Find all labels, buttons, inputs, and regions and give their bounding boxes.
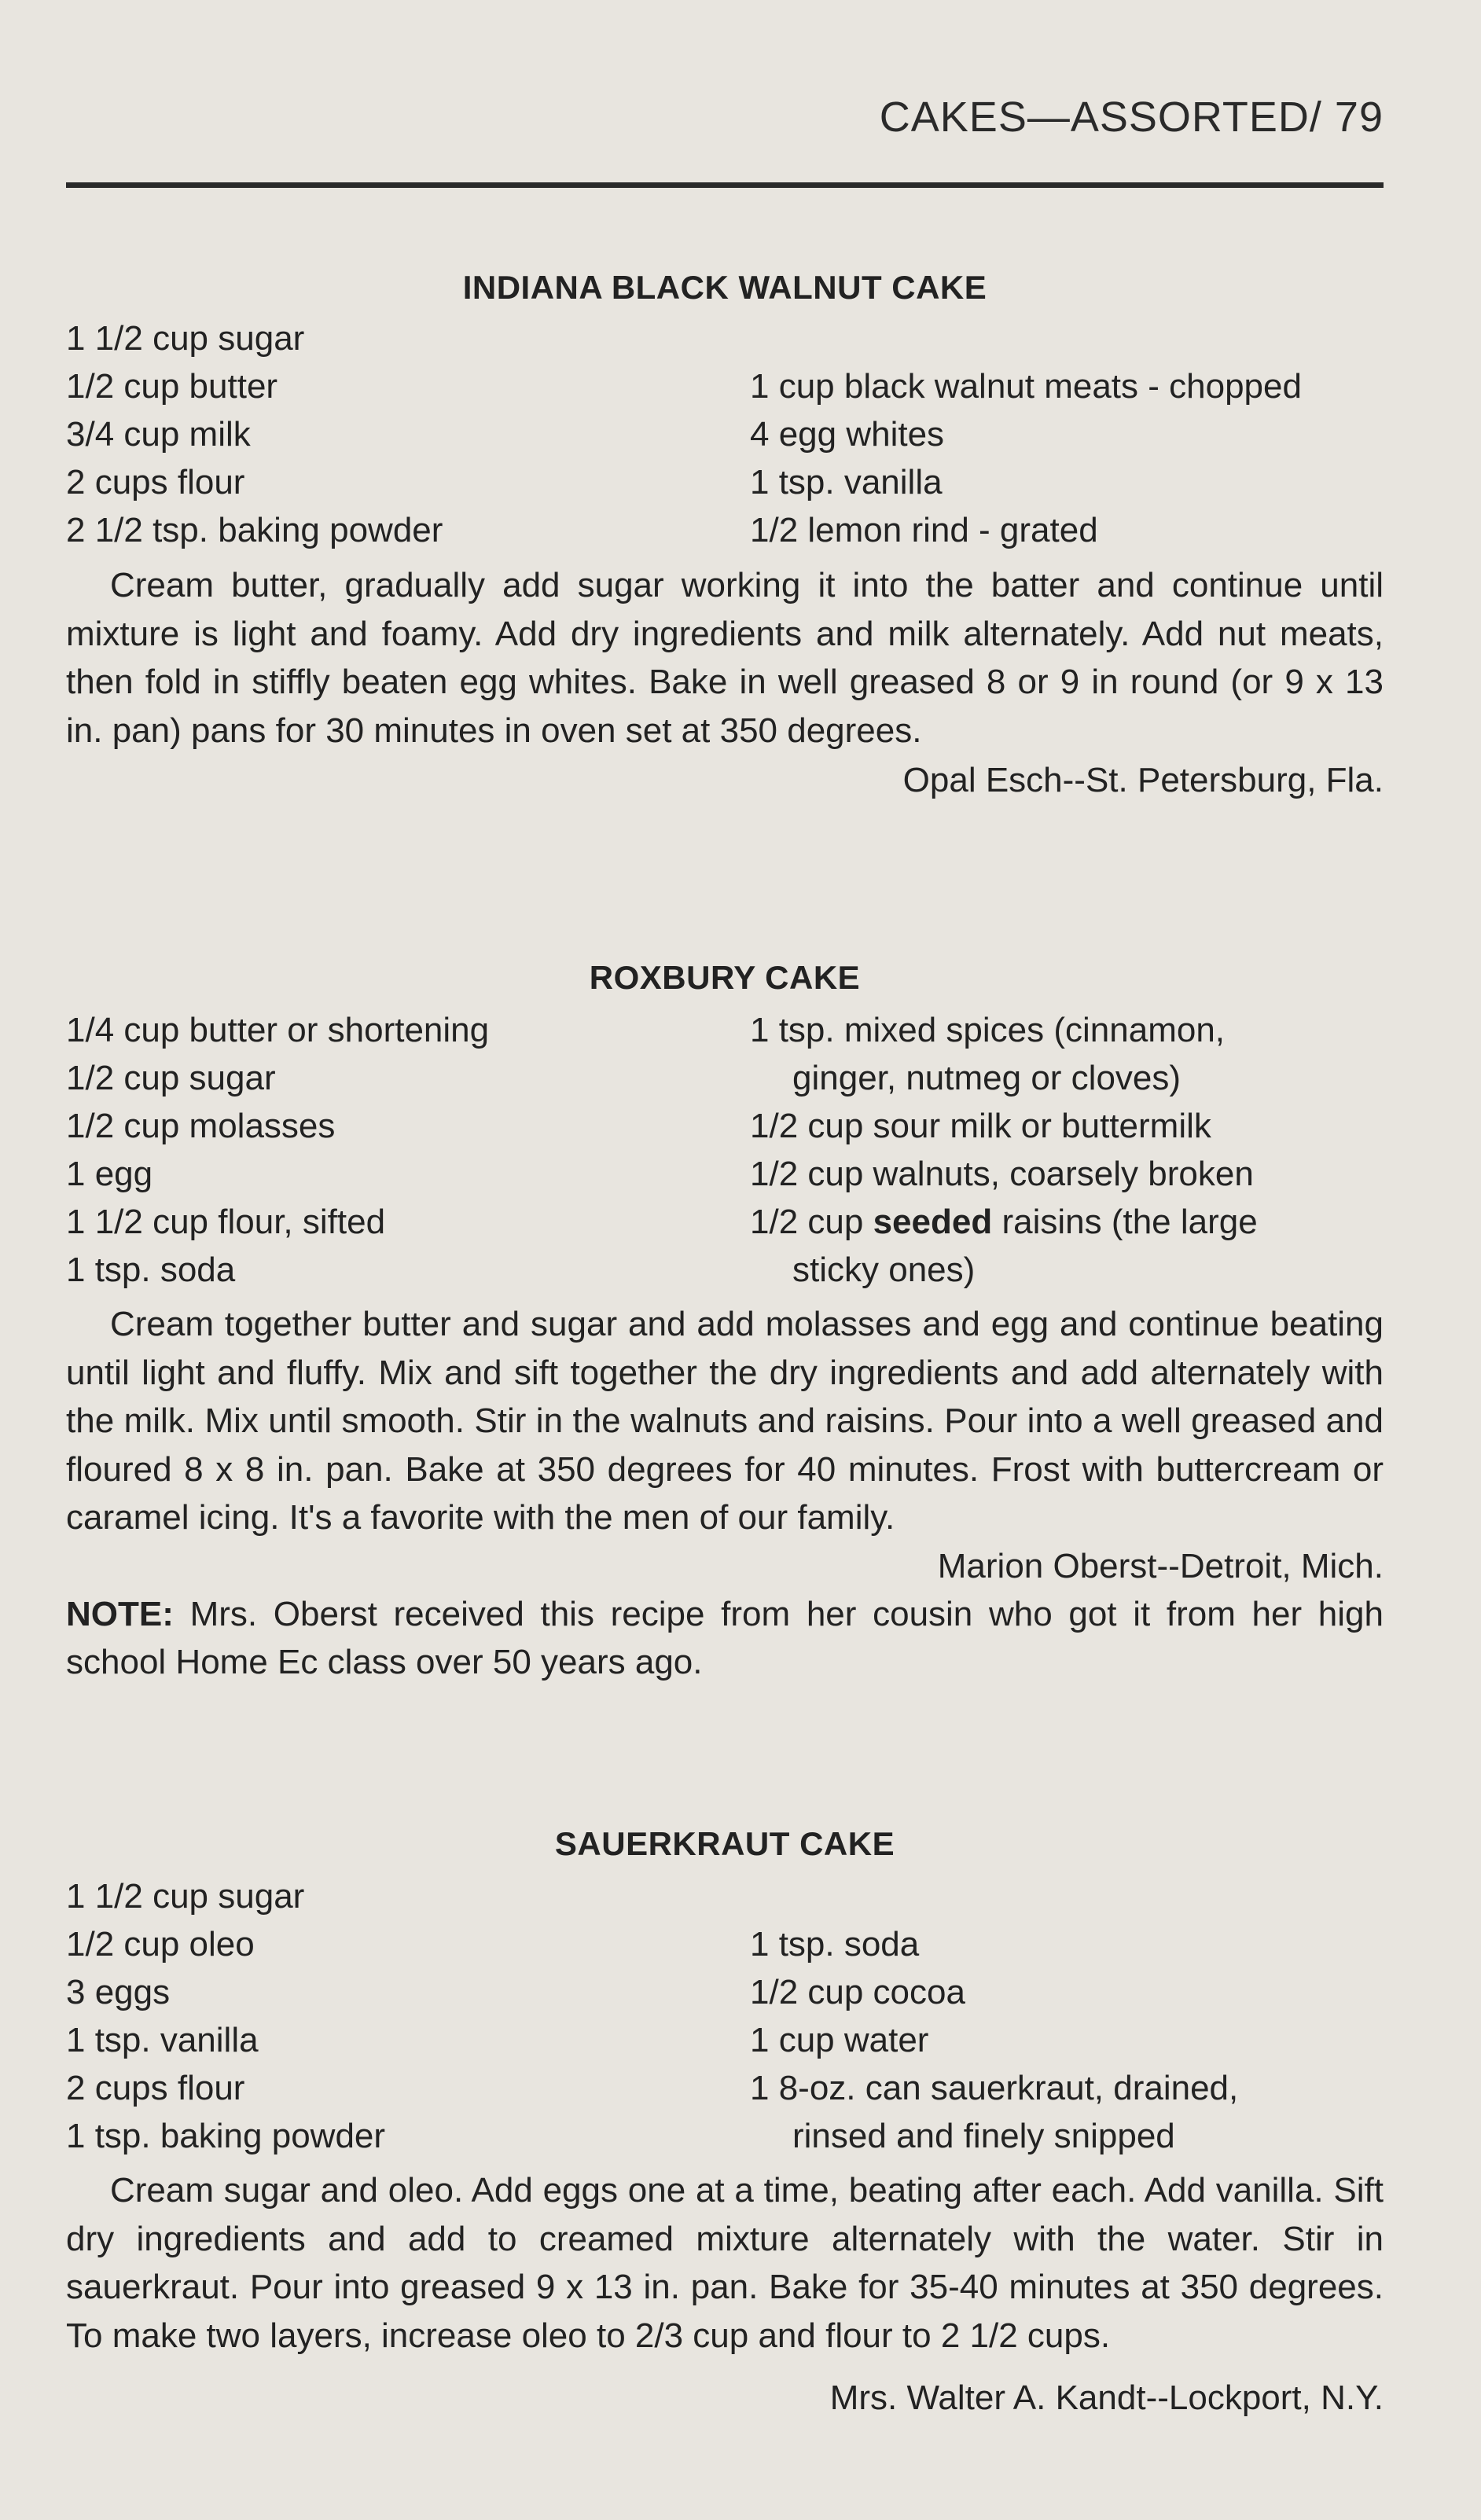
ingredient-item: 1 tsp. vanilla	[750, 463, 943, 501]
ingredient-item: 1/2 lemon rind - grated	[750, 511, 1098, 549]
recipe-note	[66, 1590, 1384, 1687]
ingredient-text: raisins (the large	[1001, 1203, 1258, 1241]
ingredient-item: 1 egg	[66, 1155, 153, 1193]
section-title: CAKES—ASSORTED	[879, 94, 1310, 141]
recipe-sauerkraut-cake	[66, 1822, 1384, 2422]
recipe-credit: Marion Oberst--Detroit, Mich.	[937, 1546, 1384, 1585]
ingredients-left	[66, 1006, 489, 1294]
ingredient-item: 3/4 cup milk	[66, 415, 251, 454]
header-rule	[66, 182, 1384, 188]
ingredients-right	[750, 362, 1302, 554]
recipe-title: SAUERKRAUT CAKE	[554, 1825, 895, 1862]
ingredient-item: 1 8-oz. can sauerkraut, drained,	[750, 2069, 1239, 2107]
ingredient-item: 1/2 cup molasses	[66, 1107, 336, 1145]
ingredient-item: 1 cup water	[750, 2021, 929, 2059]
recipe-indiana-black-walnut-cake	[66, 266, 1384, 804]
page-number: / 79	[1309, 94, 1384, 141]
ingredient-continuation: ginger, nutmeg or cloves)	[792, 1059, 1181, 1097]
ingredient-item	[750, 1198, 1258, 1246]
ingredient-item: 3 eggs	[66, 1973, 171, 2011]
recipe-directions: Cream sugar and oleo. Add eggs one at a time, beating after each. Add vanilla. Sift dry ingredients and add to creamed mixture alternately with the water. Stir in sauerkraut. Pour into greased 9 x 13 in. pan. Bake for 35-40 minutes at 350 degrees. To make two layers, increase oleo to 2/3 cup and flour to 2 1/2 cups.	[66, 2171, 1384, 2355]
ingredient-item: 1 tsp. soda	[66, 1251, 236, 1289]
ingredient-item: 1/4 cup butter or shortening	[66, 1011, 490, 1049]
ingredient-item: 1 tsp. vanilla	[66, 2021, 259, 2059]
ingredient-item: 1 1/2 cup sugar	[66, 1877, 305, 1916]
ingredient-item: 4 egg whites	[750, 415, 945, 454]
ingredient-item: 1/2 cup oleo	[66, 1925, 255, 1963]
ingredient-emphasis: seeded	[873, 1203, 993, 1241]
ingredient-continuation: sticky ones)	[792, 1251, 976, 1289]
ingredients-left	[66, 314, 443, 554]
ingredient-item: 1/2 cup walnuts, coarsely broken	[750, 1155, 1254, 1193]
ingredients	[66, 1006, 1384, 1297]
ingredient-item: 1 tsp. soda	[750, 1925, 920, 1963]
ingredient-continuation: rinsed and finely snipped	[792, 2117, 1175, 2155]
ingredients	[66, 1872, 1384, 2163]
ingredient-item: 1/2 cup sour milk or buttermilk	[750, 1107, 1211, 1145]
recipe-credit: Opal Esch--St. Petersburg, Fla.	[902, 761, 1384, 799]
note-label: NOTE:	[66, 1594, 174, 1633]
recipe-title: INDIANA BLACK WALNUT CAKE	[462, 269, 987, 306]
ingredients-left	[66, 1872, 385, 2160]
ingredient-item: 1/2 cup sugar	[66, 1059, 276, 1097]
recipe-directions: Cream butter, gradually add sugar working it into the batter and continue until mixture is light and foamy. Add dry ingredients and milk alternately. Add nut meats, then fold in stiffly beaten egg whites. Bake in well greased 8 or 9 in round (or 9 x 13 in. pan) pans for 30 minutes in oven set at 350 degrees.	[66, 566, 1384, 750]
recipe-title: ROXBURY CAKE	[589, 959, 861, 996]
ingredient-item: 2 1/2 tsp. baking powder	[66, 511, 443, 549]
ingredients	[66, 314, 1384, 558]
recipe-directions: Cream together butter and sugar and add molasses and egg and continue beating until light and fluffy. Mix and sift together the dry ingredients and add alternately with the milk. Mix until smooth. Stir in the walnuts and raisins. Pour into a well greased and floured 8 x 8 in. pan. Bake at 350 degrees for 40 minutes. Frost with buttercream or caramel icing. It's a favorite with the men of our family.	[66, 1305, 1384, 1537]
note-text: Mrs. Oberst received this recipe from her cousin who got it from her high school Home Ec class over 50 years ago.	[66, 1594, 1384, 1681]
recipe-roxbury-cake	[66, 956, 1384, 1687]
ingredient-item: 2 cups flour	[66, 2069, 245, 2107]
ingredient-item: 1 1/2 cup flour, sifted	[66, 1203, 386, 1241]
ingredient-item: 1 tsp. mixed spices (cinnamon,	[750, 1011, 1226, 1049]
ingredient-item: 1 tsp. baking powder	[66, 2117, 386, 2155]
cookbook-page	[66, 0, 1384, 2520]
ingredient-item: 1 1/2 cup sugar	[66, 319, 305, 358]
recipe-credit: Mrs. Walter A. Kandt--Lockport, N.Y.	[829, 2379, 1384, 2417]
ingredient-text: 1/2 cup	[750, 1203, 864, 1241]
page-header	[880, 93, 1384, 141]
ingredients-right	[750, 1006, 1258, 1294]
ingredient-item: 1/2 cup cocoa	[750, 1973, 965, 2011]
ingredient-item: 1/2 cup butter	[66, 367, 278, 406]
ingredient-item: 2 cups flour	[66, 463, 245, 501]
ingredient-item: 1 cup black walnut meats - chopped	[750, 367, 1302, 406]
ingredients-right	[750, 1920, 1238, 2160]
